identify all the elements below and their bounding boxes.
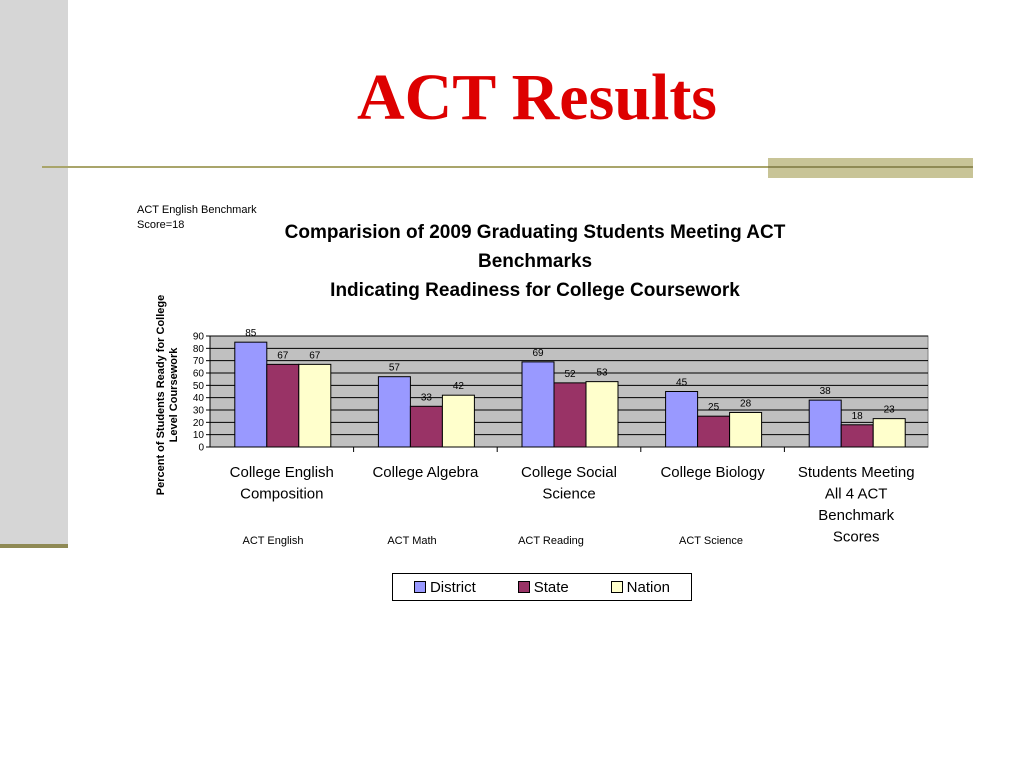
x-category-label: Students Meeting [797,464,915,481]
x-category-label: Composition [240,485,324,503]
legend-item-district [414,579,476,596]
data-label: 33 [420,392,432,404]
chart-title-line1: Comparision of 2009 Graduating Students Meeting ACT [284,222,786,243]
x-category-label: Scores [832,528,880,546]
data-label: 69 [532,347,544,359]
legend-label-nation: Nation [626,578,671,596]
data-label: 67 [309,350,321,362]
y-tick-label: 80 [192,343,204,355]
data-label: 25 [708,402,720,414]
x-category-label: College Algebra [372,464,479,481]
bar-nation [299,364,331,447]
x-category-label: All 4 ACT [824,485,888,503]
x-category-label: College English [229,464,334,481]
data-label: 38 [819,386,831,398]
bar-nation [730,412,762,447]
data-label: 23 [883,404,895,416]
bar-district [522,362,554,447]
y-tick-label: 50 [192,380,204,392]
data-label: 57 [388,362,400,374]
y-tick-label: 60 [192,368,204,380]
y-tick-label: 20 [192,417,204,429]
benchmark-note-line2: Score=18 [137,219,185,231]
y-tick-label: 90 [192,331,204,343]
act-test-label: ACT Reading [518,535,584,547]
legend-swatch-district [414,581,426,593]
act-test-label: ACT English [242,535,304,547]
legend-item-state [518,579,569,596]
legend-item-nation [611,579,670,596]
bar-state [698,416,730,447]
y-tick-label: 10 [192,430,204,442]
data-label: 45 [676,377,688,389]
bar-nation [442,395,474,447]
benchmark-note-line1: ACT English Benchmark [137,204,257,216]
data-label: 67 [277,350,289,362]
bar-nation [586,382,618,447]
bar-state [554,383,586,447]
data-label: 42 [452,381,464,393]
bar-district [378,377,410,447]
x-category-label: Science [542,485,596,503]
y-tick-label: 30 [192,405,204,417]
bar-district [235,342,267,447]
data-label: 18 [851,410,863,422]
legend-label-district: District [429,578,476,596]
y-tick-label: 0 [198,442,204,454]
bar-district [666,392,698,448]
legend-swatch-nation [611,581,623,593]
x-category-label: College Biology [660,464,765,481]
data-label: 85 [245,328,257,340]
act-test-label: ACT Science [679,535,743,547]
legend-label-state: State [533,578,569,596]
legend-swatch-state [518,581,530,593]
chart-title-line3: Indicating Readiness for College Coursework [330,280,740,301]
y-tick-label: 40 [192,393,204,405]
bar-state [267,364,299,447]
data-label: 52 [564,368,576,380]
y-axis-label-line2: Level Coursework [168,347,180,443]
data-label: 53 [596,367,608,379]
act-test-label: ACT Math [387,535,437,547]
slide-title: ACT Results [356,61,717,134]
y-tick-label: 70 [192,356,204,368]
x-category-label: College Social [521,464,617,481]
data-label: 28 [740,398,752,410]
bar-district [809,400,841,447]
bar-state [410,406,442,447]
y-axis-label-line1: Percent of Students Ready for College [155,294,167,496]
bar-nation [873,419,905,447]
x-category-label: Benchmark [818,507,895,524]
chart-title-line2: Benchmarks [477,251,593,272]
chart-legend [392,573,692,601]
bar-state [841,425,873,447]
